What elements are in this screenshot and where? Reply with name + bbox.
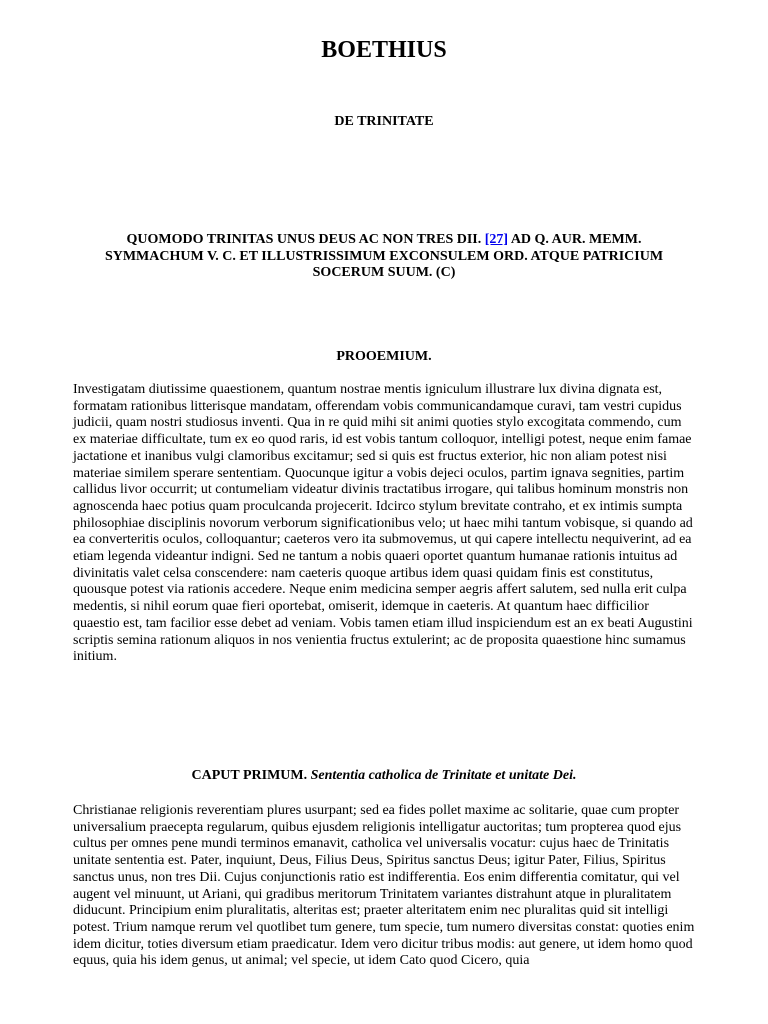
caput-primum-heading (0, 768, 768, 784)
treatise-heading-text-after: AD Q. AUR. MEMM. SYMMACHUM V. C. ET ILLUSTRISSIMUM EXCONSULEM ORD. ATQUE PATRICIUM SOCERUM SUUM. (C) (104, 232, 664, 280)
caput-primum-label: CAPUT PRIMUM. (191, 768, 308, 783)
document-subtitle: DE TRINITATE (334, 114, 434, 129)
prooemium-heading: PROOEMIUM. (336, 349, 432, 364)
footnote-link[interactable]: [27] (484, 232, 509, 247)
treatise-heading (80, 232, 688, 282)
caput-primum-paragraph: Christianae religionis reverentiam plures usurpant; sed ea fides pollet maxime ac solitarie, quae cum propter universalium praecepta regularum, quibus ejusdem religionis intelligatur auctoritas; tum propterea quod ejus cultus per omnes pene mundi terminos emanavit, catholica vel universalis vocatur: cujus haec de Trinitatis unitate sententia est. Pater, inquiunt, Deus, Filius Deus, Spiritus sanctus Deus; igitur Pater, Filius, Spiritus sanctus unus, non tres Dii. Cujus conjunctionis ratio est indifferentia. Eos enim differentia comitatur, qui vel augent vel minuunt, ut Ariani, qui gradibus meritorum Trinitatem variantes distrahunt atque in pluralitatem diducunt. Principium enim pluralitatis, alteritas est; praeter alteritatem enim nec pluralitas quid sit intelligi potest. Trium namque rerum vel quotlibet tum genere, tum specie, tum numero diversitas constat: quoties enim idem dicitur, toties diversum etiam praedicatur. Idem vero dicitur tribus modis: aut genere, ut idem homo quod equus, quia his idem genus, ut animal; vel specie, ut idem Cato quod Cicero, quia (73, 803, 695, 969)
document-title: BOETHIUS (321, 37, 447, 63)
prooemium-paragraph: Investigatam diutissime quaestionem, quantum nostrae mentis igniculum illustrare lux divina dignata est, formatam rationibus litterisque mandatam, offerendam vobis communicandamque curavi, tam vestri cupidus judicii, quam nostri studiosus inventi. Qua in re quid mihi sit animi quoties stylo excogitata commendo, cum ex materiae difficultate, tum ex eo quod raris, id est vobis tantum colloquor, intelligi potest, neque enim famae jactatione et inanibus vulgi clamoribus excitamur; sed si quis est fructus exterior, hic non aliam potest nisi materiae similem sperare sententiam. Quocunque igitur a vobis dejeci oculos, partim ignava segnities, partim callidus livor occurrit; ut contumeliam videatur divinis tractatibus irrogare, qui talibus hominum monstris non agnoscenda haec potius quam proculcanda projecerit. Idcirco stylum brevitate contraho, et ex intimis sumpta philosophiae disciplinis novorum verborum significationibus velo; ut haec mihi tantum vobisque, si quando ad ea converteritis oculos, colloquantur; caeteros vero ita submovemus, ut qui capere intellectu nequiverint, ad ea etiam legenda videantur indigni. Sed ne tantum a nobis quaeri oportet quantum humanae rationis intuitus ad divinitatis valet celsa conscendere: nam caeteris quoque artibus idem quasi quidam finis est constitutus, quousque potest via rationis accedere. Neque enim medicina semper aegris affert salutem, sed nulla erit culpa medentis, si nihil eorum quae fieri oportebat, omiserit, idemque in caeteris. At quantum haec difficilior quaestio est, tam facilior esse debet ad veniam. Vobis tamen etiam illud inspiciendum est an ex beati Augustini scriptis semina rationum aliquos in nos venientia fructus extulerint; ac de proposita quaestione hinc sumamus initium. (73, 382, 693, 665)
treatise-heading-text-before: QUOMODO TRINITAS UNUS DEUS AC NON TRES DII. (126, 232, 485, 247)
caput-primum-subtitle: Sententia catholica de Trinitate et unitate Dei. (310, 768, 577, 783)
